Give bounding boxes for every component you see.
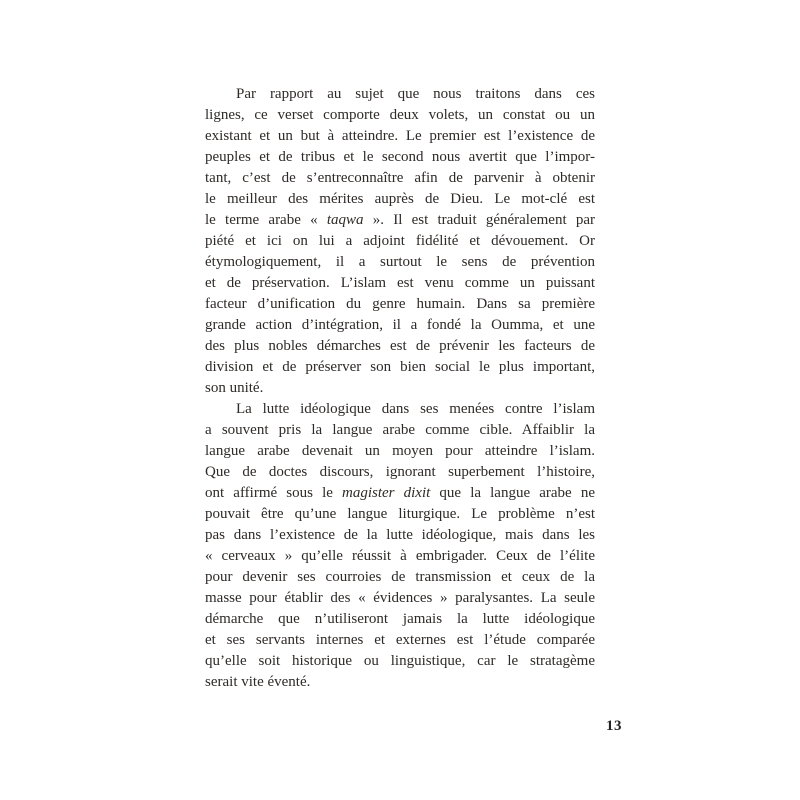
text-line: le meilleur des mérites auprès de Dieu. Le mot-clé est [205, 191, 595, 207]
text-line: existant et un but à atteindre. Le premier est l’existence de [205, 128, 595, 144]
page-number: 13 [606, 718, 622, 734]
text-line: étymologiquement, il a surtout le sens de prévention [205, 254, 595, 270]
text-line: pouvait être qu’une langue liturgique. Le problème n’est [205, 506, 595, 522]
text-line: piété et ici on lui a adjoint fidélité et dévouement. Or [205, 233, 595, 249]
text-line: et ses servants internes et externes est l’étude comparée [205, 632, 595, 648]
text-segment: ont affirmé sous le [205, 485, 343, 501]
text-line: facteur d’unification du genre humain. Dans sa première [205, 296, 595, 312]
text-line: serait vite éventé. [205, 674, 311, 690]
paragraph [205, 399, 595, 693]
text-line [205, 210, 595, 231]
text-line: masse pour établir des « évidences » paralysantes. La seule [205, 590, 595, 606]
text-line: La lutte idéologique dans ses menées contre l’islam [236, 401, 595, 417]
text-segment: ». Il est traduit généralement par [363, 212, 595, 228]
text-line: grande action d’intégration, il a fondé la Oumma, et une [205, 317, 595, 333]
text-line: « cerveaux » qu’elle réussit à embrigader. Ceux de l’élite [205, 548, 595, 564]
text-line: tant, c’est de s’entreconnaître afin de parvenir à obtenir [205, 170, 595, 186]
paragraph [205, 84, 595, 399]
text-line: qu’elle soit historique ou linguistique, car le stratagème [205, 653, 595, 669]
text-line: démarche que n’utiliseront jamais la lutte idéologique [205, 611, 595, 627]
text-line: Que de doctes discours, ignorant superbement l’histoire, [205, 464, 595, 480]
text-segment: le terme arabe « [205, 212, 327, 228]
text-line: division et de préserver son bien social le plus important, [205, 359, 595, 375]
text-line: des plus nobles démarches est de prévenir les facteurs de [205, 338, 595, 354]
text-line [205, 483, 595, 504]
text-line: son unité. [205, 380, 264, 396]
text-line: Par rapport au sujet que nous traitons dans ces [236, 86, 595, 102]
text-line: pas dans l’existence de la lutte idéologique, mais dans les [205, 527, 595, 543]
italic-phrase: magister dixit [342, 485, 431, 501]
text-line: peuples et de tribus et le second nous avertit que l’impor- [205, 149, 595, 165]
page-text [205, 84, 595, 693]
text-line: langue arabe devenait un moyen pour atteindre l’islam. [205, 443, 595, 459]
italic-phrase: taqwa [326, 212, 364, 228]
text-line: lignes, ce verset comporte deux volets, un constat ou un [205, 107, 595, 123]
text-line: et de préservation. L’islam est venu comme un puissant [205, 275, 595, 291]
text-line: pour devenir ses courroies de transmission et ceux de la [205, 569, 595, 585]
text-segment: que la langue arabe ne [430, 485, 595, 501]
text-line: a souvent pris la langue arabe comme cible. Affaiblir la [205, 422, 595, 438]
